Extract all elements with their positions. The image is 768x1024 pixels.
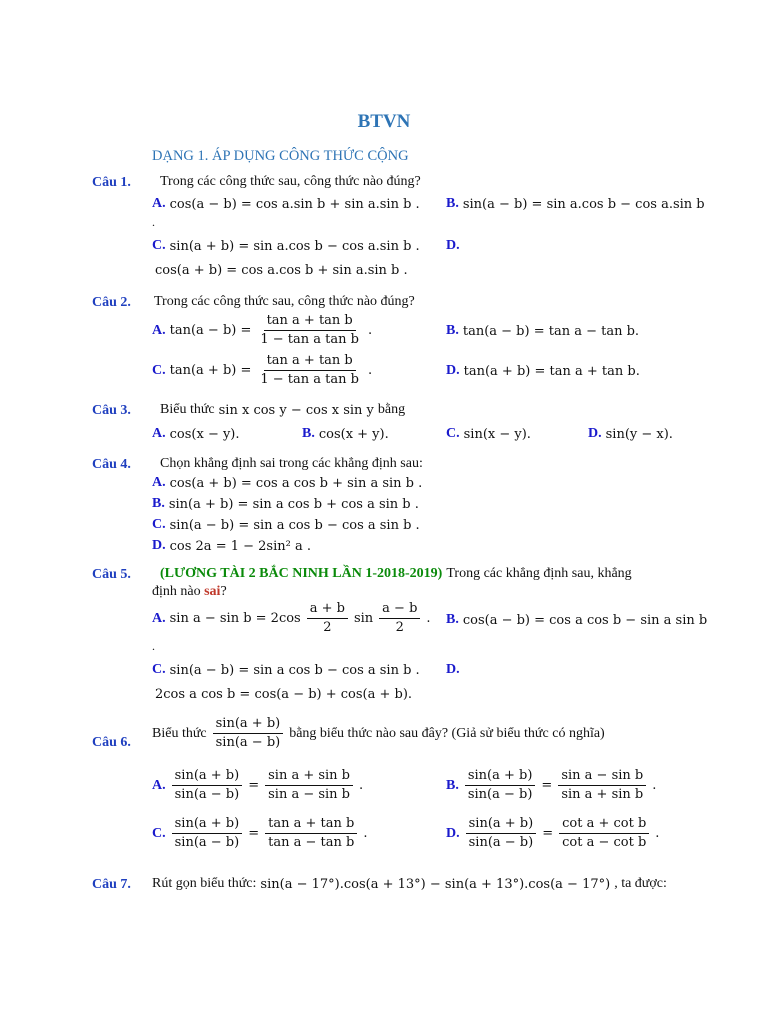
fraction-denominator: tan a − tan b [268,835,355,850]
option-fraction-2 [379,601,420,636]
option-formula: cos(a − b) = cos a.sin b + sin a.sin b . [169,196,420,212]
option-formula: cos(x + y). [318,426,389,442]
option-label: A. [152,610,166,626]
q4-option-d[interactable] [152,538,311,554]
option-end: . [655,826,660,841]
fraction-numerator: sin(a + b) [172,816,243,834]
option-formula: sin(a + b) = sin a cos b + cos a sin b . [168,496,419,512]
option-formula: cos 2a = 1 − 2sin² a . [169,538,311,554]
option-formula: cos(a + b) = cos a cos b + sin a sin b . [169,475,423,491]
q4-number: Câu 4. [92,457,131,472]
q5-text2-pre: định nào [152,584,201,599]
q2-text: Trong các công thức sau, công thức nào đúng? [154,294,415,309]
option-label: B. [446,323,459,338]
q6-option-a[interactable] [152,768,363,803]
option-end: . [652,778,657,793]
option-lhs: tan(a − b) = [169,323,252,338]
q5-option-d-formula: 2cos a cos b = cos(a − b) + cos(a + b). [155,687,413,702]
q4-option-b[interactable] [152,496,419,512]
option-label: B. [446,612,459,627]
q7-text [152,876,667,892]
q4-option-a[interactable] [152,475,422,491]
fraction-numerator: sin(a + b) [213,716,284,734]
page-title: BTVN [357,111,411,132]
option-label: D. [446,238,460,253]
option-formula: sin(x − y). [463,426,531,442]
fraction-numerator: sin(a + b) [465,768,536,786]
option-formula: sin(a − b) = sin a cos b − cos a sin b . [169,662,420,678]
q6-text-post: bằng biểu thức nào sau đây? (Giả sử biểu thức có nghĩa) [289,725,605,741]
q2-option-c[interactable] [152,353,372,388]
q5-text2-post: ? [220,584,227,599]
q4-text: Chọn khẳng định sai trong các khẳng định sau: [160,456,423,471]
option-label: D. [152,538,166,553]
lhs-fraction [172,768,243,803]
option-label: B. [152,496,165,511]
q6-option-d[interactable] [446,816,659,851]
q6-option-b[interactable] [446,768,656,803]
option-fraction [257,313,362,348]
option-label: D. [446,825,460,841]
option-label: C. [152,238,166,253]
fraction-denominator: sin a − sin b [268,787,351,802]
q3-text [160,402,405,418]
q6-text-pre: Biểu thức [152,725,207,741]
fraction-numerator: sin(a + b) [466,816,537,834]
fraction-denominator: sin(a − b) [468,835,534,850]
option-mid: sin [353,611,374,626]
q3-option-b[interactable] [302,426,389,442]
option-formula: sin(a + b) = sin a.cos b − cos a.sin b . [169,238,420,254]
q2-option-d[interactable] [446,363,640,379]
q5-source: (LƯƠNG TÀI 2 BẮC NINH LẦN 1-2018-2019) [160,566,443,581]
option-end: . [363,826,368,841]
fraction-denominator: sin(a − b) [174,835,240,850]
option-end: . [367,323,373,338]
option-label: C. [446,426,460,441]
option-fraction-1 [307,601,348,636]
q1-option-d-formula: cos(a + b) = cos a.cos b + sin a.sin b . [155,263,408,278]
option-label: B. [302,426,315,441]
q3-expression: sin x cos y − cos x sin y [218,402,374,418]
fraction-denominator: 1 − tan a tan b [260,332,359,347]
lhs-fraction [466,816,537,851]
fraction-numerator: a − b [379,601,420,619]
fraction-numerator: a + b [307,601,348,619]
equals-sign: = [248,826,260,841]
rhs-fraction [559,816,649,851]
option-formula: sin(y − x). [605,426,673,442]
fraction-denominator: sin a + sin b [561,787,644,802]
q6-number: Câu 6. [92,735,131,750]
q3-option-c[interactable] [446,426,531,442]
rhs-fraction [265,768,353,803]
q1-option-b-tail: . [152,215,155,229]
q5-option-b-tail: . [152,639,155,653]
equals-sign: = [541,778,553,793]
option-label: D. [588,426,602,441]
q5-text-line1: Trong các khẳng định sau, khẳng [446,566,632,581]
fraction-numerator: sin a − sin b [558,768,646,786]
q5-option-c[interactable] [152,662,420,678]
option-formula: cos(x − y). [169,426,240,442]
option-label: A. [152,196,166,211]
option-end: . [367,363,373,378]
option-label: C. [152,517,166,532]
option-label: A. [152,475,166,490]
fraction-denominator: sin(a − b) [174,787,240,802]
option-lhs: tan(a + b) = [169,363,252,378]
rhs-fraction [265,816,357,851]
equals-sign: = [248,778,260,793]
option-label: D. [446,363,460,378]
q5-option-a[interactable] [152,601,431,636]
option-label: A. [152,777,166,793]
option-label: D. [446,662,460,677]
fraction-denominator: 2 [395,620,404,635]
option-label: B. [446,777,459,793]
option-formula: tan(a − b) = tan a − tan b. [462,323,640,339]
q2-number: Câu 2. [92,295,131,310]
fraction-numerator: cot a + cot b [559,816,649,834]
q6-option-c[interactable] [152,816,367,851]
section-heading: DẠNG 1. ÁP DỤNG CÔNG THỨC CỘNG [152,148,409,164]
fraction-numerator: sin a + sin b [265,768,353,786]
q3-number: Câu 3. [92,403,131,418]
q5-text2-bold: sai [204,584,221,599]
q7-text-post: , ta được: [614,876,667,891]
option-end: . [426,611,431,626]
q5-option-b[interactable] [446,612,707,628]
fraction-numerator: tan a + tan b [264,313,356,331]
q1-option-a[interactable] [152,196,420,212]
fraction-denominator: cot a − cot b [562,835,647,850]
q4-option-c[interactable] [152,517,420,533]
option-formula: sin(a − b) = sin a.cos b − cos a.sin b [462,196,705,212]
q7-text-pre: Rút gọn biểu thức: [152,876,257,891]
option-formula: tan(a + b) = tan a + tan b. [463,363,640,379]
fraction-numerator: tan a + tan b [265,816,357,834]
lhs-fraction [172,816,243,851]
equals-sign: = [542,826,554,841]
q1-number: Câu 1. [92,175,131,190]
fraction-denominator: 1 − tan a tan b [260,372,359,387]
rhs-fraction [558,768,646,803]
q2-option-b[interactable] [446,323,639,339]
q7-expression: sin(a − 17°).cos(a + 13°) − sin(a + 13°).cos(a − 17°) [260,876,611,892]
q6-text [152,716,605,751]
q1-option-b[interactable] [446,196,705,212]
q1-text: Trong các công thức sau, công thức nào đúng? [160,174,421,189]
option-lhs: sin a − sin b = 2cos [169,611,301,626]
option-formula: cos(a − b) = cos a cos b − sin a sin b [462,612,708,628]
option-formula: sin(a − b) = sin a cos b − cos a sin b . [169,517,420,533]
q3-text-post: bằng [377,402,406,417]
q3-option-d[interactable] [588,426,673,442]
option-label: B. [446,196,459,211]
fraction-numerator: sin(a + b) [172,768,243,786]
option-end: . [359,778,364,793]
option-fraction [257,353,362,388]
option-label: C. [152,662,166,677]
option-label: A. [152,426,166,441]
q2-option-a[interactable] [152,313,372,348]
q1-option-c[interactable] [152,238,420,254]
fraction-numerator: tan a + tan b [264,353,356,371]
fraction-denominator: 2 [323,620,332,635]
q5-option-d[interactable] [446,662,460,678]
q7-number: Câu 7. [92,877,131,892]
q1-option-d[interactable] [446,238,460,254]
fraction-denominator: sin(a − b) [467,787,533,802]
fraction-denominator: sin(a − b) [215,735,281,750]
q5-number: Câu 5. [92,567,131,582]
q3-option-a[interactable] [152,426,240,442]
q6-fraction [213,716,284,751]
q3-text-pre: Biểu thức [160,402,215,417]
option-label: C. [152,362,166,378]
q5-text [160,566,632,582]
q5-text-line2 [152,584,227,600]
option-label: C. [152,825,166,841]
option-label: A. [152,322,166,338]
lhs-fraction [465,768,536,803]
